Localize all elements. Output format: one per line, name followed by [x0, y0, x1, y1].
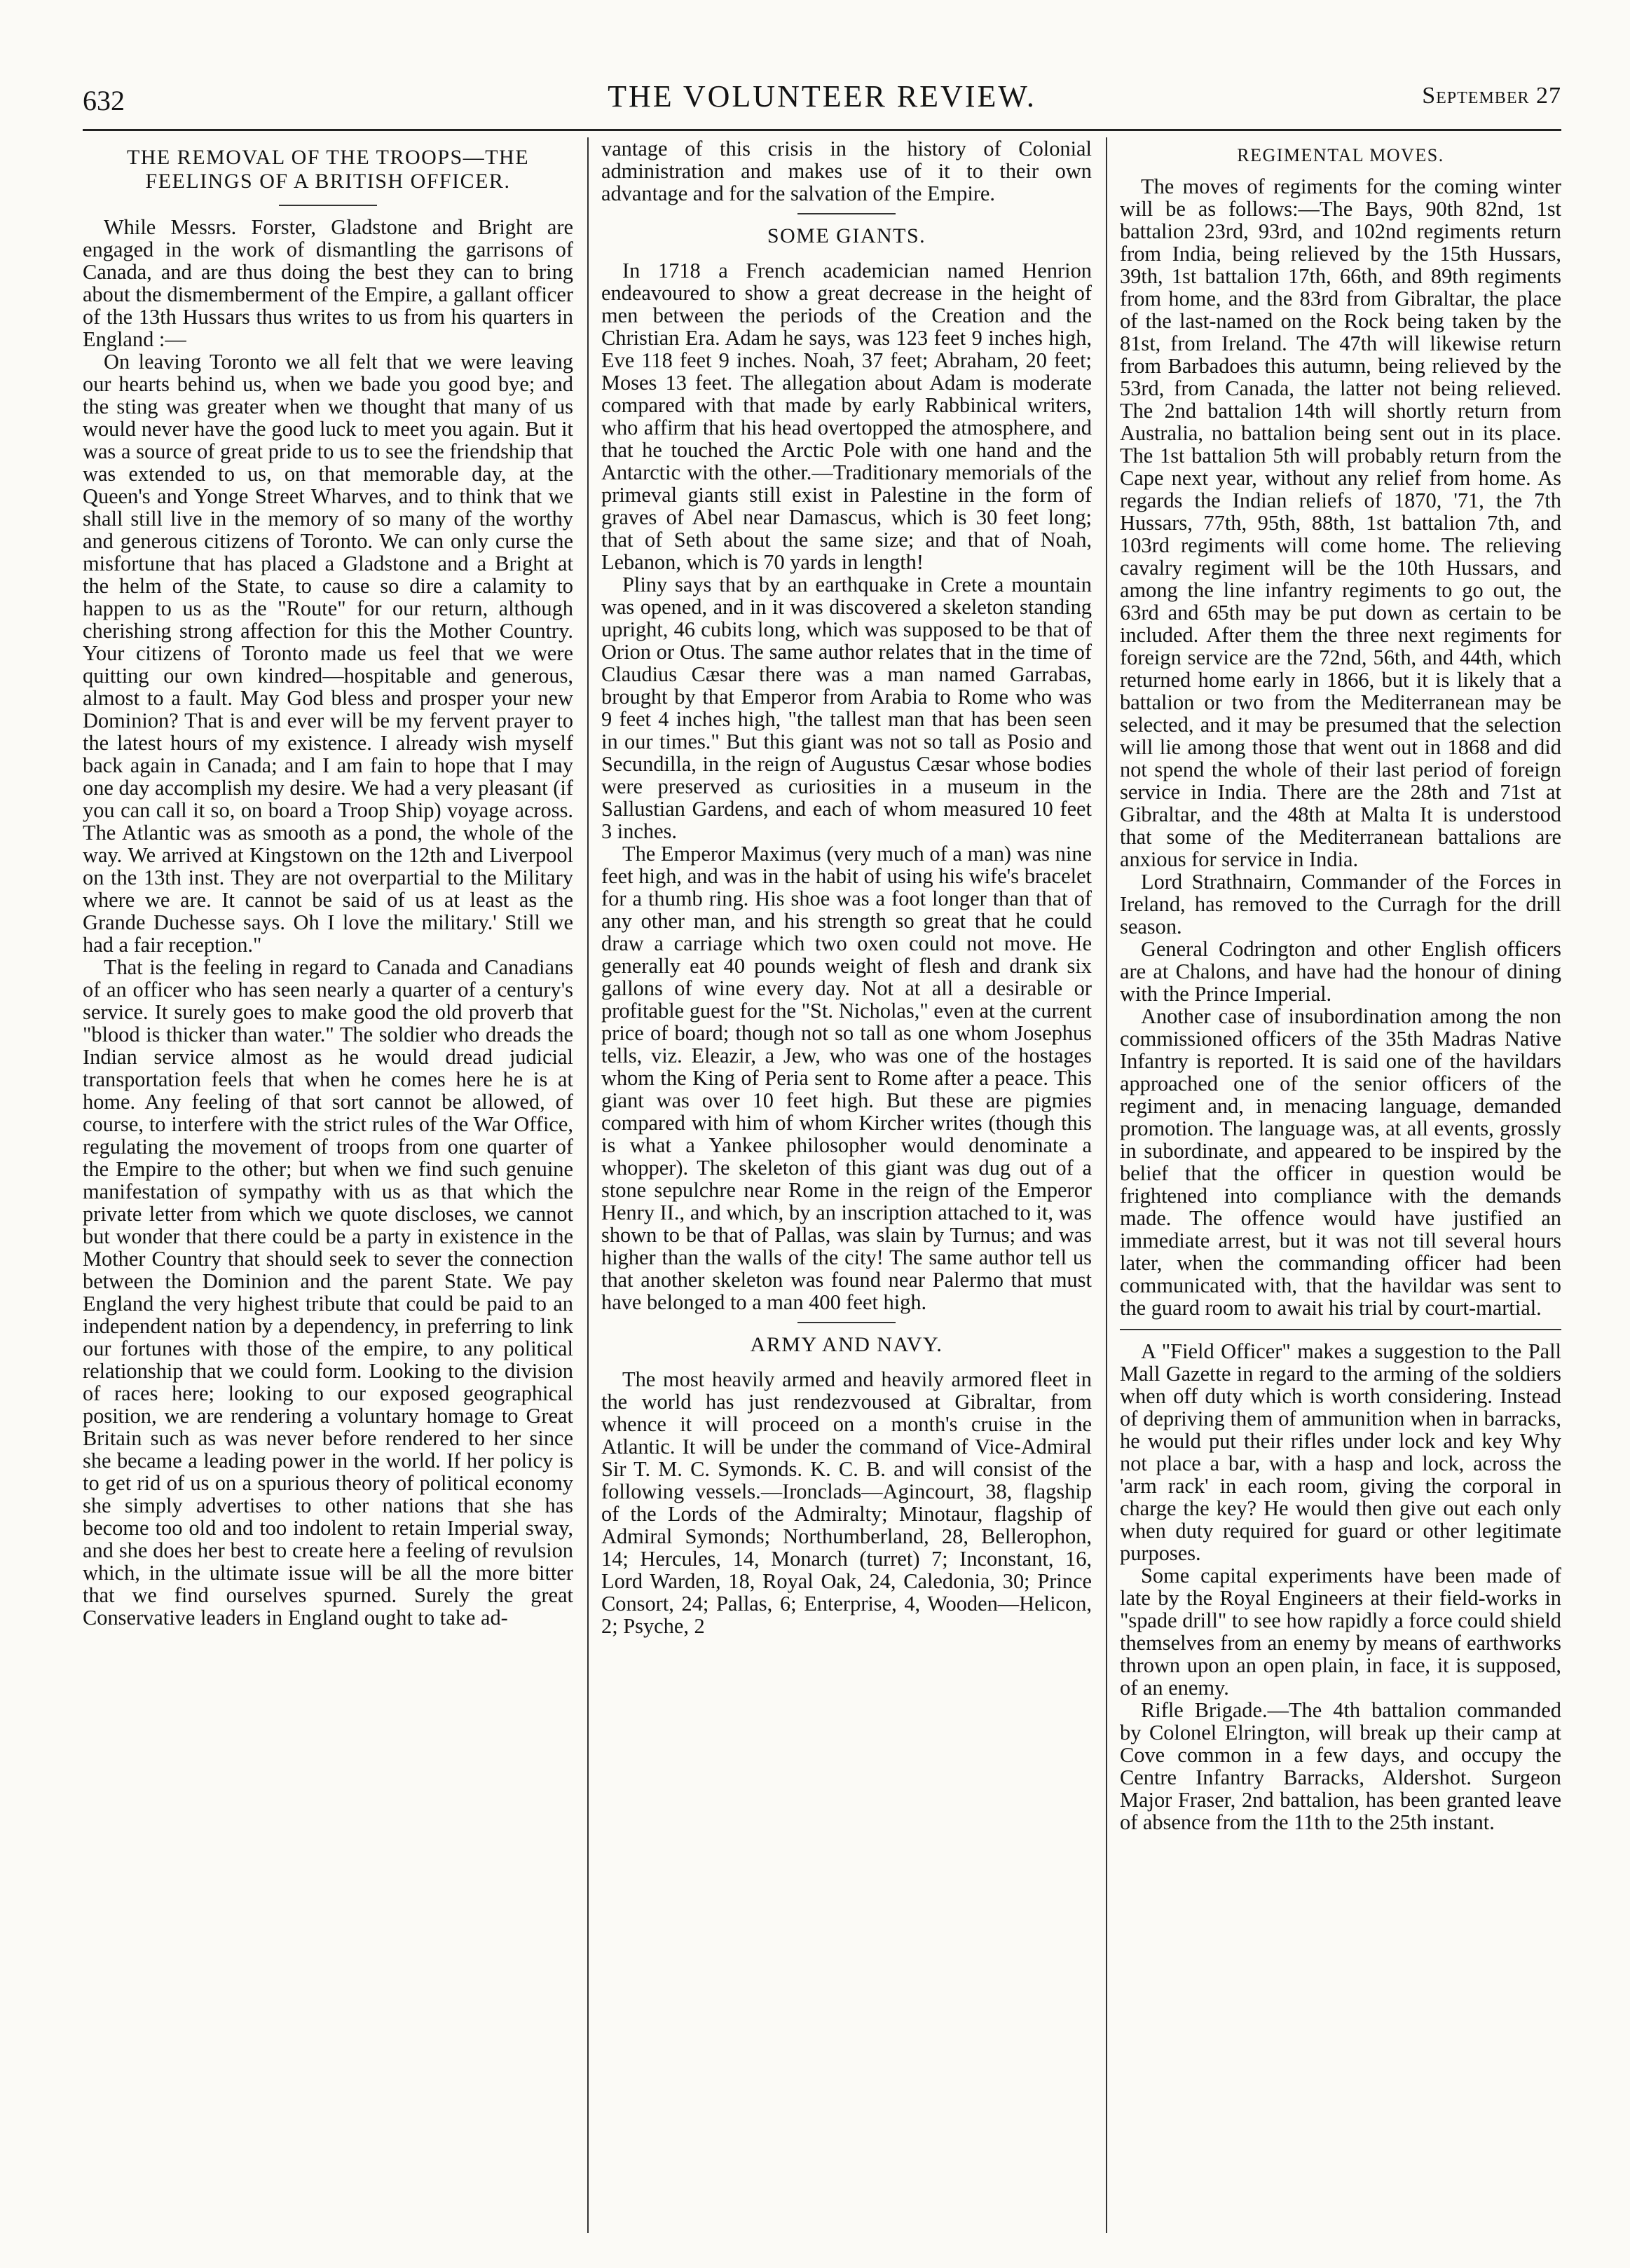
article-paragraph: Rifle Brigade.—The 4th battalion commanded by Colonel Elrington, will break up their camp at Cove common in a few days, and occupy the Centre Infantry Barracks, Aldershot. Surgeon Major Fraser, 2nd battalion, has been granted leave of absence from the 11th to the 25th instant. [1120, 1698, 1561, 1834]
article-title-regimental-moves: REGIMENTAL MOVES. [1237, 145, 1444, 165]
masthead-rule [83, 129, 1561, 131]
masthead [83, 78, 1561, 123]
article-paragraph: The Emperor Maximus (very much of a man) was nine feet high, and was in the habit of using his wife's bracelet for a thumb ring. His shoe was a foot longer than that of any other man, and his strength so great that he could draw a carriage which two oxen could not move. He generally eat 40 pounds weight of flesh and drank six gallons of wine every day. Not at all a desirable or profitable guest for the "St. Nicholas," even at the current price of board; though not so tall as one whom Josephus tells, viz. Eleazir, a Jew, who was one of the hostages whom the King of Peria sent to Rome after a peace. This giant was over 10 feet high. But these are pigmies compared with him of whom Kircher writes (though this is what a Yankee philosopher would denominate a whopper). The skeleton of this giant was dug out of a stone sepulchre near Rome in the reign of the Emperor Henry II., and which, by an inscription attached to it, was shown to be that of Pallas, was slain by Turnus; and was higher than the walls of the city! The same author tell us that another skeleton was found near Palermo that must have belonged to a man 400 feet high. [601, 842, 1092, 1314]
issue-date: September 27 [1422, 83, 1561, 109]
article-paragraph: Some capital experiments have been made of late by the Royal Engineers at their field-works in "spade drill" to see how rapidly a force could shield themselves from an enemy by means of earthworks thrown upon an open plain, in face, it is supposed, of an enemy. [1120, 1564, 1561, 1700]
article-paragraph: The most heavily armed and heavily armored fleet in the world has just rendezvoused at Gibraltar, from whence it will proceed on a month's cruise in the Atlantic. It will be under the command of Vice-Admiral Sir T. M. C. Symonds. K. C. B. and will consist of the following vessels.—Ironclads—Agincourt, 38, flagship of the Lords of the Admiralty; Minotaur, flagship of Admiral Symonds; Northumberland, 28, Bellerophon, 14; Hercules, 14, Monarch (turret) 7; Inconstant, 16, Lord Warden, 18, Royal Oak, 24, Caledonia, 30; Prince Consort, 24; Pallas, 6; Enterprise, 4, Wooden—Helicon, 2; Psyche, 2 [601, 1367, 1092, 1638]
section-rule [1120, 1329, 1561, 1330]
article-paragraph: While Messrs. Forster, Gladstone and Bright are engaged in the work of dismantling the garrisons of Canada, and are thus doing the best they can to bring about the dismemberment of the Empire, a gallant officer of the 13th Hussars thus writes to us from his quarters in England :— [83, 215, 573, 351]
article-paragraph: In 1718 a French academician named Henrion endeavoured to show a great decrease in the height of men between the periods of the Creation and the Christian Era. Adam he says, was 123 feet 9 inches high, Eve 118 feet 9 inches. Noah, 37 feet; Abraham, 20 feet; Moses 13 feet. The allegation about Adam is moderate compared with that made by early Rabbinical writers, who affirm that his head overtopped the atmosphere, and that he touched the Arctic Pole with one hand and the Antarctic with the other.—Traditionary memorials of the primeval giants still exist in Palestine in the form of graves of Abel near Damascus, which is 30 feet long; that of Seth about the same size; and that of Noah, Lebanon, which is 70 yards in length! [601, 259, 1092, 574]
column-divider-1 [587, 137, 589, 2233]
section-rule [797, 213, 896, 214]
article-paragraph: That is the feeling in regard to Canada and Canadians of an officer who has seen nearly a quarter of a century's service. It surely goes to make good the old proverb that "blood is thicker than water." The soldier who dreads the Indian service almost as he would dread judicial transportation feels that when he comes here he is at home. Any feeling of that sort cannot be allowed, of course, to interfere with the strict rules of the War Office, regulating the movement of troops from one quarter of the Empire to the other; but when we find such genuine manifestation of sympathy with us as that which the private letter from which we quote discloses, we cannot but wonder that there could be a party in existence in the Mother Country that should seek to sever the connection between the Dominion and the parent State. We pay England the very highest tribute that could be paid to an independent nation by a dependency, in preferring to link our fortunes with those of the empire, to any political relationship that we could form. Looking to the division of races here; looking to our exposed geographical position, we are rendering a voluntary homage to Great Britain such as was never before rendered to her since she became a leading power in the world. If her policy is to get rid of us on a spurious theory of political economy she simply advertises to other nations that she has become too old and too indolent to retain Imperial sway, and she does her best to create here a feeling of revulsion which, in the ultimate issue will be all the more bitter that we find ourselves spurned. Surely the great Conservative leaders in England ought to take ad- [83, 955, 573, 1630]
section-rule [797, 1322, 896, 1323]
article-title-army-and-navy: ARMY AND NAVY. [750, 1333, 943, 1356]
article-title-removal-of-troops: THE REMOVAL OF THE TROOPS—THE FEELINGS OF A BRITISH OFFICER. [126, 146, 530, 193]
article-continuation: vantage of this crisis in the history of Colonial administration and makes use of it to their own advantage and for the salvation of the Empire. [601, 137, 1092, 205]
article-title-some-giants: SOME GIANTS. [767, 224, 926, 247]
column-3 [1120, 137, 1561, 2233]
column-1 [83, 137, 573, 2233]
article-paragraph: On leaving Toronto we all felt that we were leaving our hearts behind us, when we bade you good bye; and the sting was greater when we thought that many of us would never have the good luck to meet you again. But it was a source of great pride to us to see the friendship that was extended to us, on that memorable day, at the Queen's and Yonge Street Wharves, and to think that we shall still live in the memory of so many of the worthy and generous citizens of Toronto. We can only curse the misfortune that has placed a Gladstone and a Bright at the helm of the State, to cause so dire a calamity to happen to us as the "Route" for our return, although cherishing strong affection for this the Mother Country. Your citizens of Toronto made us feel that we were quitting our own kindred—hospitable and generous, almost to a fault. May God bless and prosper your new Dominion? That is and ever will be my fervent prayer to the latest hours of my existence. I already wish myself back again in Canada; and I am fain to hope that I may one day accomplish my desire. We had a very pleasant (if you can call it so, on board a Troop Ship) voyage across. The Atlantic was as smooth as a pond, the whole of the way. We arrived at Kingstown on the 12th and Liverpool on the 13th inst. They are not overpartial to the Military where we are. It cannot be said of us at least as the Grande Duchesse says. Oh I love the military.' Still we had a fair reception." [83, 350, 573, 957]
article-paragraph: Lord Strathnairn, Commander of the Forces in Ireland, has removed to the Curragh for the drill season. [1120, 870, 1561, 938]
article-paragraph: The moves of regiments for the coming winter will be as follows:—The Bays, 90th 82nd, 1st battalion 23rd, 93rd, and 102nd regiments return from India, being relieved by the 15th Hussars, 39th, 1st battalion 17th, 66th, and 89th regiments from home, and the 83rd from Gibraltar, the place of the last-named on the Rock being taken by the 81st, from Ireland. The 47th will likewise return from Barbadoes this autumn, being relieved by the 53rd, from Canada, the latter not being relieved. The 2nd battalion 14th will shortly return from Australia, no battalion being sent out in its place. The 1st battalion 5th will probably return from the Cape next year, without any relief from home. As regards the Indian reliefs of 1870, '71, the 7th Hussars, 77th, 95th, 88th, 1st battalion 7th, and 103rd regiments will come home. The relieving cavalry regiment will be the 10th Hussars, and among the line infantry regiments to go out, the 63rd and 65th may be put down as certain to be included. After them the three next regiments for foreign service are the 72nd, 56th, and 44th, which returned home early in 1866, but it is likely that a battalion or two from the Mediterranean may be selected, and it may be presumed that the selection will lie among those that went out in 1868 and did not spend the whole of their last period of foreign service in India. There are the 28th and 71st at Gibraltar, and the 48th at Malta It is understood that some of the Mediterranean battalions are anxious for service in India. [1120, 175, 1561, 871]
article-paragraph: Pliny says that by an earthquake in Crete a mountain was opened, and in it was discovered a skeleton standing upright, 46 cubits long, which was supposed to be that of Orion or Otus. The same author relates that in the time of Claudius Cæsar there was a man named Garrabas, brought by that Emperor from Arabia to Rome who was 9 feet 4 inches high, "the tallest man that has been seen in our times." But this giant was not so tall as Posio and Secundilla, in the reign of Augustus Cæsar whose bodies were preserved as curiosities in a museum in the Sallustian Gardens, and each of whom measured 10 feet 3 inches. [601, 573, 1092, 843]
article-paragraph: A "Field Officer" makes a suggestion to the Pall Mall Gazette in regard to the arming of the soldiers when off duty which is worth considering. Instead of depriving them of ammunition when in barracks, he would put their rifles under lock and key Why not place a bar, with a hasp and lock, across the 'arm rack' in each room, giving the corporal in charge the key? He would then give out each only when duty required for guard or other legitimate purposes. [1120, 1339, 1561, 1565]
publication-title: THE VOLUNTEER REVIEW. [608, 79, 1036, 114]
article-paragraph: Another case of insubordination among the non commissioned officers of the 35th Madras Native Infantry is reported. It is said one of the havildars approached one of the senior officers of the regiment and, in menacing language, demanded promotion. The language was, at all events, grossly in subordinate, and appeared to be inspired by the belief that the officer in question would be frightened into compliance with the demands made. The offence would have justified an immediate arrest, but it was not till several hours later, when the commanding officer had been communicated with, that the havildar was sent to the guard room to await his trial by court-martial. [1120, 1004, 1561, 1320]
column-2 [601, 137, 1092, 2233]
article-paragraph: General Codrington and other English officers are at Chalons, and have had the honour of dining with the Prince Imperial. [1120, 937, 1561, 1006]
title-rule [279, 205, 377, 206]
column-divider-2 [1106, 137, 1107, 2233]
page-number: 632 [83, 85, 125, 116]
